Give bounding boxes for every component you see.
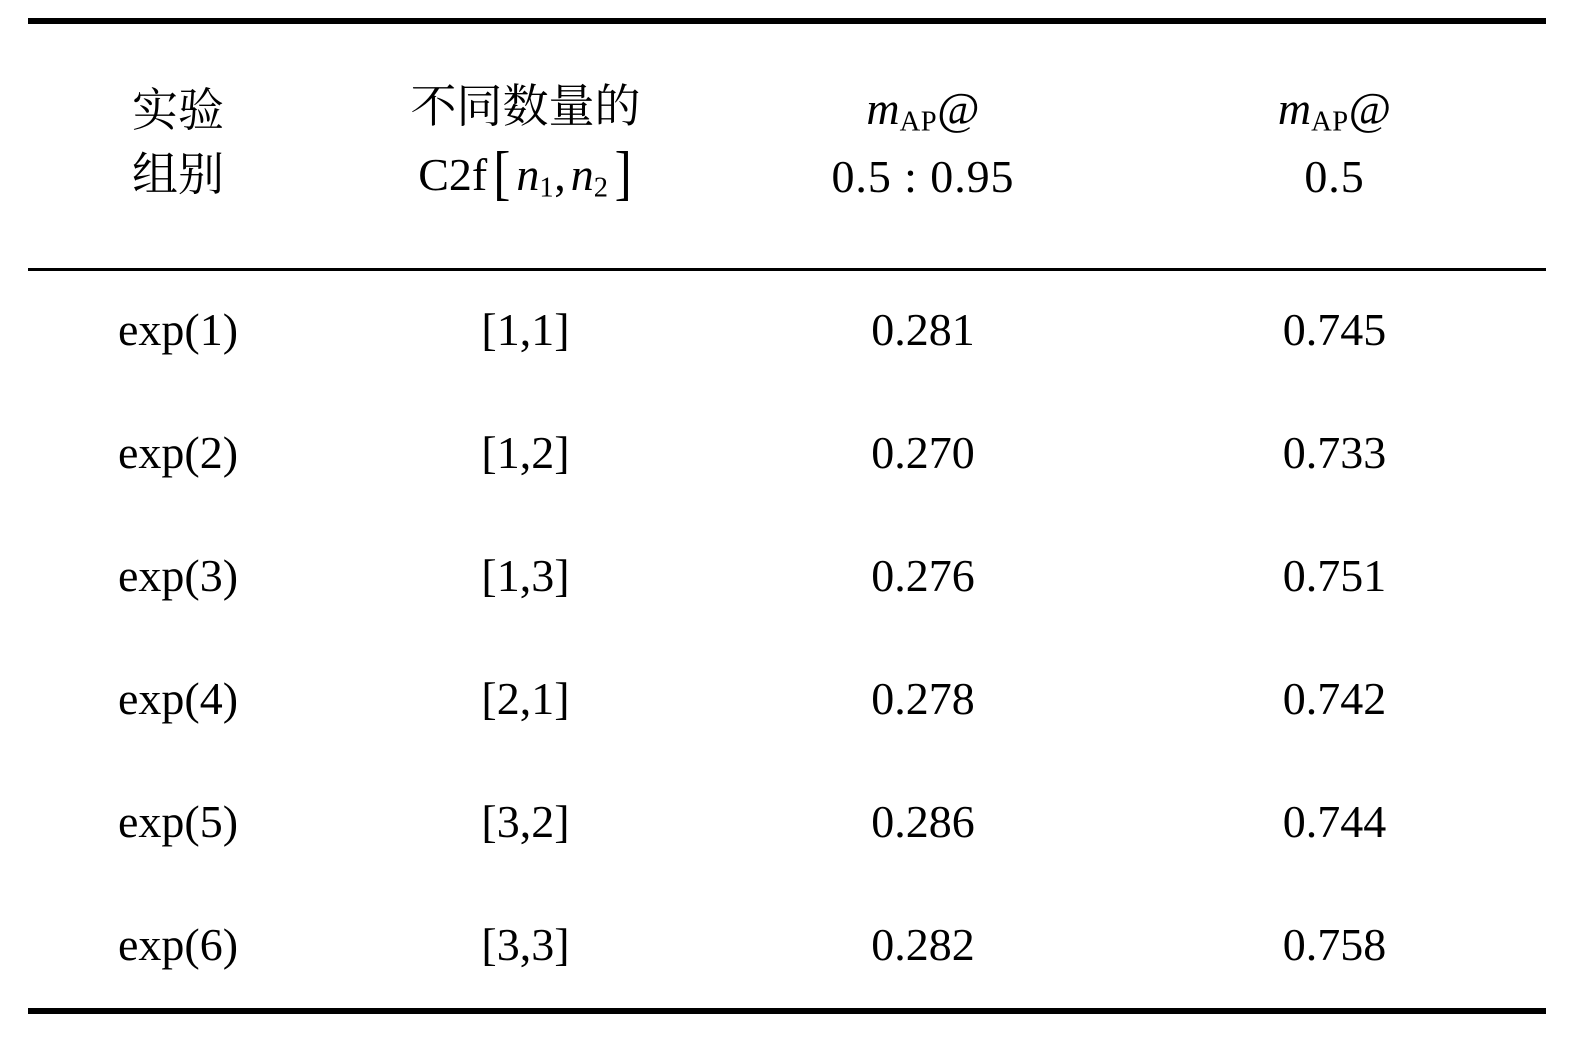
table-row <box>28 637 1546 760</box>
cell-group: exp(1) <box>117 304 239 355</box>
cell-group: exp(3) <box>117 550 239 601</box>
cell-c2f: [3,3] <box>481 919 570 970</box>
column-header-map-50-95-line1 <box>723 84 1123 138</box>
cell-c2f: [2,1] <box>481 673 570 724</box>
n2-subscript: 2 <box>593 172 609 204</box>
table-row <box>28 514 1546 637</box>
n1-symbol: n <box>516 148 540 200</box>
results-table <box>28 18 1546 1006</box>
header-row <box>28 18 1546 268</box>
bracket-close-icon: ] <box>614 139 632 207</box>
n1-subscript: 1 <box>539 172 555 204</box>
map-m-symbol: m <box>1277 83 1312 135</box>
c2f-text: C2f <box>418 148 488 200</box>
table-bottom-rule <box>28 1008 1546 1014</box>
cell-group: exp(2) <box>117 427 239 478</box>
cell-map-50-95: 0.270 <box>871 427 975 478</box>
column-header-c2f-line2 <box>328 139 723 207</box>
cell-c2f: [1,3] <box>481 550 570 601</box>
table-row <box>28 268 1546 391</box>
table-body <box>28 268 1546 1006</box>
n2-symbol: n <box>570 148 594 200</box>
cell-map-50-95: 0.276 <box>871 550 975 601</box>
map-ap-subscript: AP <box>1311 106 1349 138</box>
map-m-symbol: m <box>866 83 900 135</box>
cell-map-50: 0.758 <box>1282 919 1387 970</box>
column-header-c2f-line1: 不同数量的 <box>410 81 641 133</box>
map-ap-subscript: AP <box>899 106 938 138</box>
column-header-group-line2: 组别 <box>132 149 224 200</box>
column-header-group <box>28 18 328 268</box>
cell-map-50: 0.751 <box>1282 550 1387 601</box>
column-header-c2f <box>328 18 723 268</box>
column-header-group-line1: 实验 <box>132 85 224 137</box>
cell-group: exp(5) <box>117 796 239 847</box>
column-header-map-50-line1 <box>1123 84 1546 138</box>
cell-map-50-95: 0.281 <box>871 304 975 355</box>
column-header-map-50-line2: 0.5 <box>1304 151 1365 203</box>
table-row <box>28 760 1546 883</box>
cell-c2f: [1,1] <box>481 304 570 355</box>
cell-map-50: 0.742 <box>1282 673 1387 724</box>
cell-map-50-95: 0.282 <box>871 919 975 970</box>
cell-map-50: 0.744 <box>1282 796 1387 847</box>
table-row <box>28 391 1546 514</box>
table-head <box>28 18 1546 268</box>
cell-map-50: 0.733 <box>1282 427 1387 478</box>
cell-map-50-95: 0.286 <box>871 796 975 847</box>
n-comma: , <box>554 148 566 200</box>
at-symbol: @ <box>937 83 980 135</box>
column-header-map-50 <box>1123 18 1546 268</box>
bracket-open-icon: [ <box>493 139 511 207</box>
cell-c2f: [3,2] <box>481 796 570 847</box>
cell-c2f: [1,2] <box>481 427 570 478</box>
cell-group: exp(6) <box>117 919 239 970</box>
table-row <box>28 883 1546 1006</box>
cell-map-50-95: 0.278 <box>871 673 975 724</box>
column-header-map-50-95 <box>723 18 1123 268</box>
column-header-map-50-95-line2: 0.5 : 0.95 <box>831 151 1015 203</box>
cell-group: exp(4) <box>117 673 239 724</box>
at-symbol: @ <box>1348 83 1392 135</box>
cell-map-50: 0.745 <box>1282 304 1387 355</box>
